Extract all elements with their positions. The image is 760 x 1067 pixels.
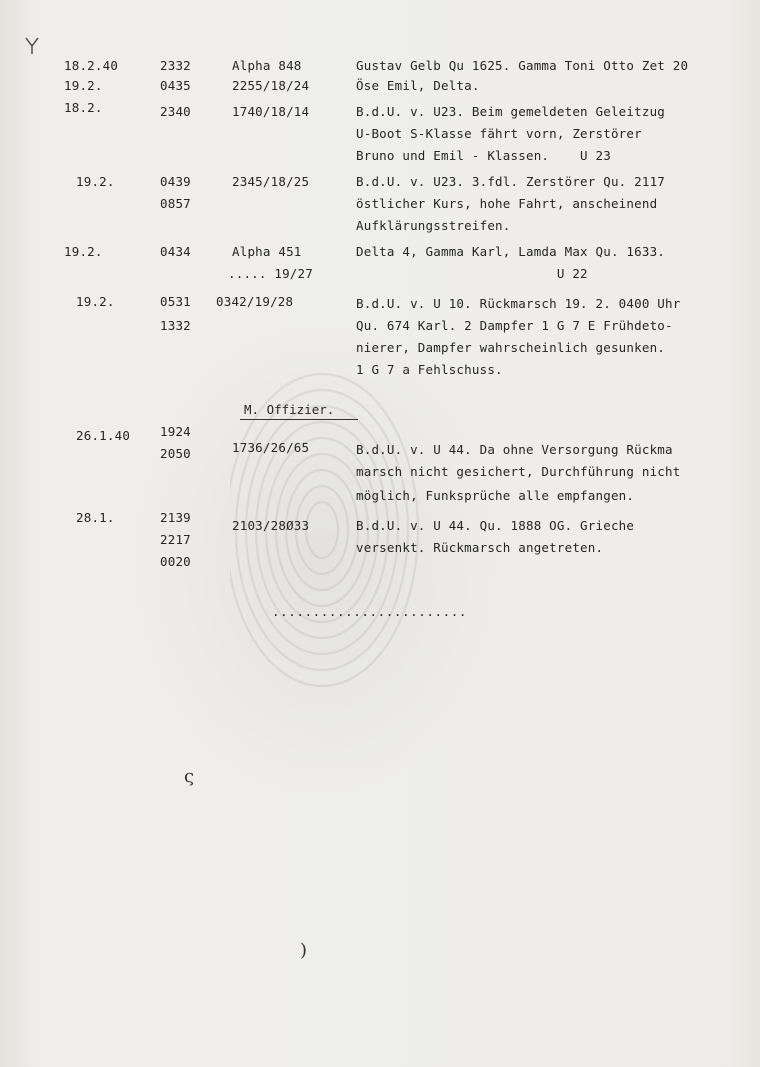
- entry-4-text-line-3: Aufklärungsstreifen.: [356, 218, 511, 233]
- entry-4-time-2: 0857: [160, 196, 191, 211]
- entry-1-ref: Alpha 848: [232, 58, 302, 73]
- stray-mark-2: ): [300, 940, 308, 961]
- corner-mark-icon: [22, 34, 44, 56]
- entry-6-text-line-4: 1 G 7 a Fehlschuss.: [356, 362, 503, 377]
- entry-4-ref: 2345/18/25: [232, 174, 310, 189]
- entry-3-text-line-3: Bruno und Emil - Klassen. U 23: [356, 148, 611, 163]
- entry-b1-date: 26.1.40: [76, 428, 131, 443]
- entry-b2-date: 28.1.: [76, 510, 115, 525]
- entry-b1-text-line-2: marsch nicht gesichert, Durchführung nicht: [356, 464, 681, 479]
- entry-b1-text-line-1: B.d.U. v. U 44. Da ohne Versorgung Rückma: [356, 442, 673, 457]
- entry-5-date: 19.2.: [64, 244, 103, 259]
- closing-dotted-line: ........................: [272, 604, 468, 619]
- section-heading: M. Offizier.: [244, 402, 335, 417]
- entry-b2-time-1: 2139: [160, 510, 191, 525]
- entry-b1-time-1: 1924: [160, 424, 191, 439]
- entry-5-ref-2: ..... 19/27: [228, 266, 313, 281]
- entry-b2-text-line-1: B.d.U. v. U 44. Qu. 1888 OG. Grieche: [356, 518, 635, 533]
- entry-b1-time-2: 2050: [160, 446, 191, 461]
- entry-6-text-line-3: nierer, Dampfer wahrscheinlich gesunken.: [356, 340, 666, 355]
- stray-mark-1: ς: [184, 766, 195, 787]
- entry-b2-time-3: 0020: [160, 554, 191, 569]
- entry-5-text-line-1: Delta 4, Gamma Karl, Lamda Max Qu. 1633.: [356, 244, 666, 259]
- entry-5-time: 0434: [160, 244, 191, 259]
- entry-3-ref: 1740/18/14: [232, 104, 310, 119]
- entry-4-text-line-2: östlicher Kurs, hohe Fahrt, anscheinend: [356, 196, 658, 211]
- entry-2-time: 0435: [160, 78, 191, 93]
- entry-3-time: 2340: [160, 104, 191, 119]
- entry-6-time-1: 0531: [160, 294, 191, 309]
- entry-4-text-line-1: B.d.U. v. U23. 3.fdl. Zerstörer Qu. 2117: [356, 174, 666, 189]
- entry-2-text-line-1: Öse Emil, Delta.: [356, 78, 480, 93]
- heading-underline: [240, 419, 358, 420]
- entry-2-ref: 2255/18/24: [232, 78, 310, 93]
- entry-6-time-2: 1332: [160, 318, 191, 333]
- entry-b2-ref: 2103/28Ø33: [232, 518, 310, 533]
- entry-6-date: 19.2.: [76, 294, 115, 309]
- entry-4-date: 19.2.: [76, 174, 115, 189]
- entry-2-date: 19.2.: [64, 78, 103, 93]
- entry-b2-time-2: 2217: [160, 532, 191, 547]
- entry-5-text-line-2: U 22: [356, 266, 588, 281]
- entry-1-time: 2332: [160, 58, 191, 73]
- entry-4-time-1: 0439: [160, 174, 191, 189]
- entry-6-text-line-2: Qu. 674 Karl. 2 Dampfer 1 G 7 E Frühdeto-: [356, 318, 673, 333]
- entry-1-date: 18.2.40: [64, 58, 119, 73]
- entry-5-ref-1: Alpha 451: [232, 244, 302, 259]
- entry-6-ref: 0342/19/28: [216, 294, 294, 309]
- entry-b1-text-line-3: möglich, Funksprüche alle empfangen.: [356, 488, 635, 503]
- entry-b1-ref: 1736/26/65: [232, 440, 310, 455]
- entry-6-text-line-1: B.d.U. v. U 10. Rückmarsch 19. 2. 0400 Uhr: [356, 296, 681, 311]
- entry-3-text-line-2: U-Boot S-Klasse fährt vorn, Zerstörer: [356, 126, 642, 141]
- entry-b2-text-line-2: versenkt. Rückmarsch angetreten.: [356, 540, 604, 555]
- entry-3-text-line-1: B.d.U. v. U23. Beim gemeldeten Geleitzug: [356, 104, 666, 119]
- entry-3-date: 18.2.: [64, 100, 103, 115]
- entry-1-text-line-1: Gustav Gelb Qu 1625. Gamma Toni Otto Zet 20: [356, 58, 689, 73]
